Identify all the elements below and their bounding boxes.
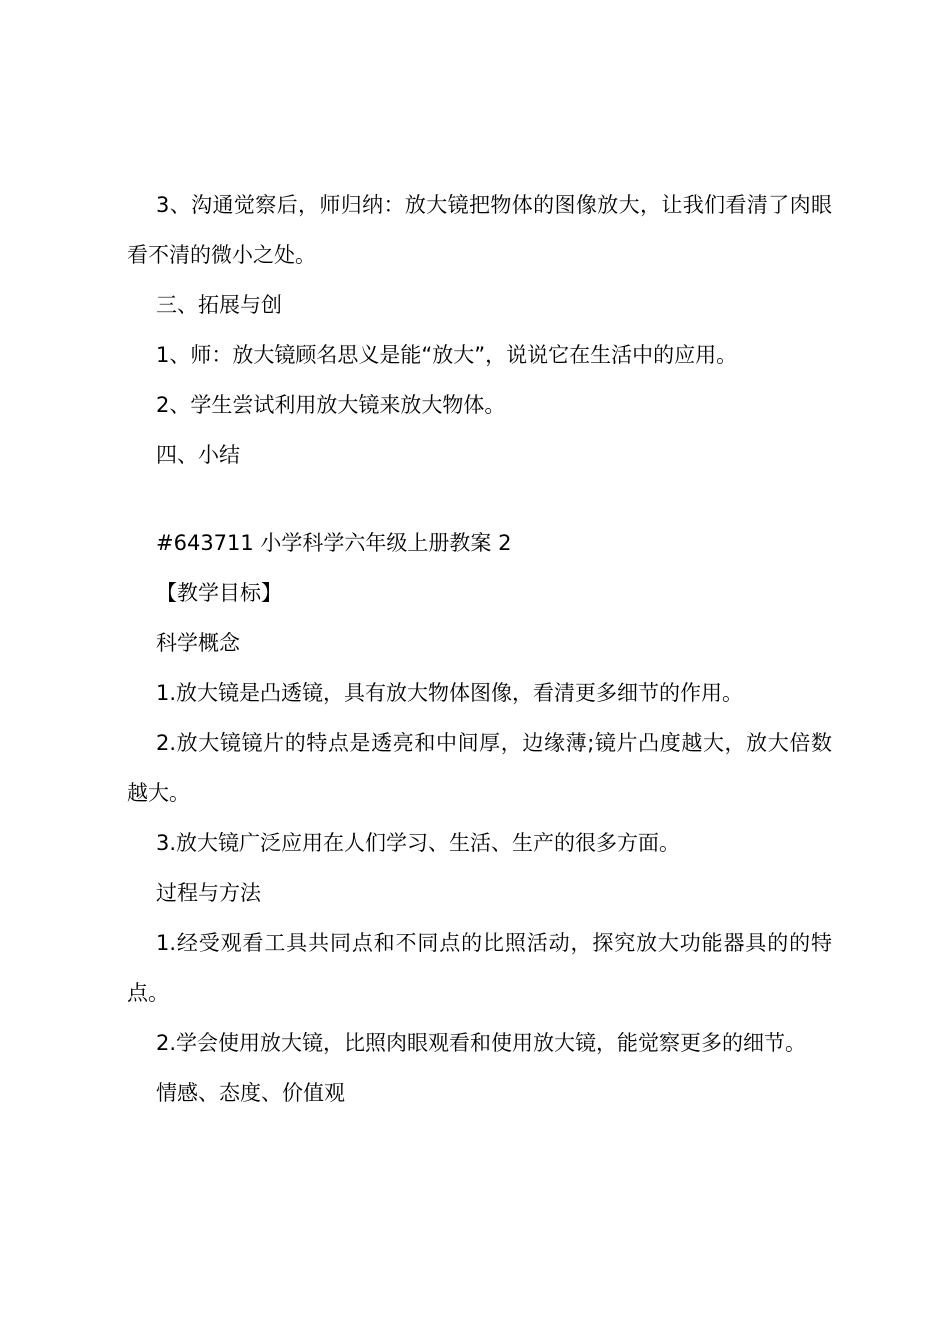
paragraph-student-try: 2、学生尝试利用放大镜来放大物体。: [156, 393, 506, 417]
heading-emotion-values: 情感、态度、价值观: [156, 1081, 345, 1105]
heading-extension: 三、拓展与创: [156, 293, 282, 317]
heading-process-method: 过程与方法: [156, 881, 261, 905]
paragraph-process-1: 1.经受观看工具共同点和不同点的比照活动，探究放大功能器具的的特点。: [127, 931, 832, 1005]
heading-summary: 四、小结: [156, 443, 240, 467]
paragraph-observation-summary: 3、沟通觉察后，师归纳：放大镜把物体的图像放大，让我们看清了肉眼看不清的微小之处。: [127, 193, 832, 267]
section-title: #643711 小学科学六年级上册教案 2: [156, 531, 512, 555]
paragraph-concept-2: 2.放大镜镜片的特点是透亮和中间厚，边缘薄;镜片凸度越大，放大倍数越大。: [127, 731, 832, 805]
heading-science-concept: 科学概念: [156, 631, 240, 655]
paragraph-concept-3: 3.放大镜广泛应用在人们学习、生活、生产的很多方面。: [156, 831, 681, 855]
heading-teaching-goals: 【教学目标】: [156, 581, 282, 605]
paragraph-application: 1、师：放大镜顾名思义是能“放大”，说说它在生活中的应用。: [156, 343, 738, 367]
document-body: [127, 180, 832, 1118]
paragraph-concept-1: 1.放大镜是凸透镜，具有放大物体图像，看清更多细节的作用。: [156, 681, 744, 705]
section-gap: [127, 480, 832, 518]
paragraph-process-2: 2.学会使用放大镜，比照肉眼观看和使用放大镜，能觉察更多的细节。: [156, 1031, 807, 1055]
